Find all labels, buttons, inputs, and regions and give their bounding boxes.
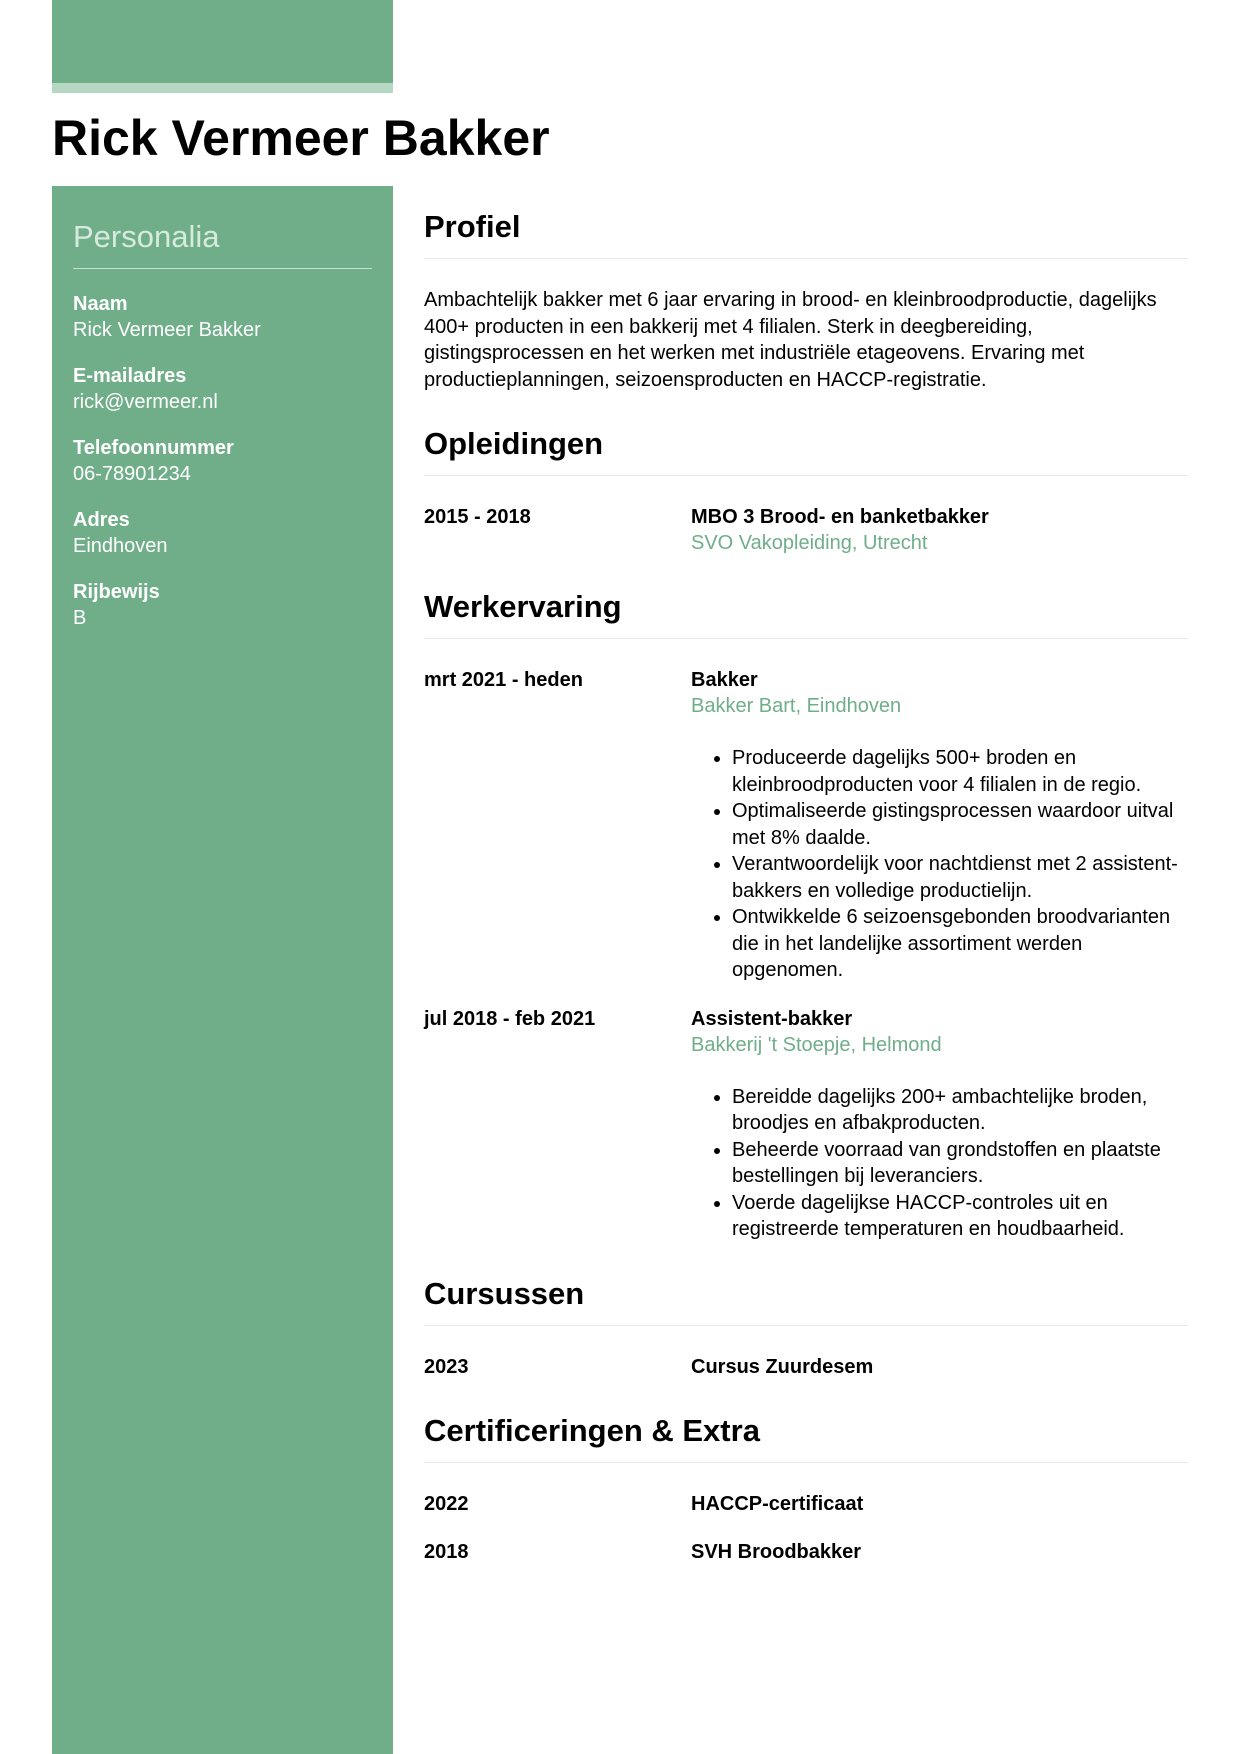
profile-text: Ambachtelijk bakker met 6 jaar ervaring in brood- en kleinbroodproductie, dagelijks 400+ producten in een bakkerij met 4 filialen. Sterk in deegbereiding, gistingsprocessen en het werken met industriële etageovens. Ervaring met productieplanningen, seizoensproducten en HACCP-registratie. (424, 289, 1157, 391)
bullet-item: • Bereidde dagelijks 200+ ambachtelijke broden, broodjes en afbakproducten. (732, 1084, 1188, 1137)
certifications-section (424, 1412, 1188, 1565)
entry-title: HACCP-certificaat (691, 1492, 864, 1515)
personal-value: 06-78901234 (73, 463, 191, 485)
entry-body (691, 1354, 1188, 1380)
section-title: Certificeringen & Extra (424, 1412, 1188, 1463)
entry-date: mrt 2021 - heden (424, 669, 583, 691)
personal-item-license (73, 579, 372, 631)
experience-entry (424, 1006, 1188, 1243)
education-section (424, 425, 1188, 556)
bullet-item: • Beheerde voorraad van grondstoffen en plaatste bestellingen bij leveranciers. (732, 1137, 1188, 1190)
entry-date: 2023 (424, 1355, 469, 1378)
entry-body (691, 504, 1188, 556)
header-color-block (52, 0, 393, 83)
experience-entry (424, 667, 1188, 984)
entry-date: 2015 - 2018 (424, 506, 531, 528)
certification-entry (424, 1491, 1188, 1517)
entry-body (691, 1006, 1188, 1243)
main-content (424, 208, 1188, 1597)
personal-item-address (73, 507, 372, 559)
personal-label: Naam (73, 293, 128, 315)
entry-date: 2018 (424, 1540, 469, 1563)
personal-value: Eindhoven (73, 535, 168, 557)
entry-title: SVH Broodbakker (691, 1540, 862, 1563)
entry-title: MBO 3 Brood- en banketbakker (691, 506, 989, 528)
bullet-list (691, 745, 1188, 984)
entry-body (691, 667, 1188, 984)
personal-value: rick@vermeer.nl (73, 391, 218, 413)
entry-body (691, 1491, 1188, 1517)
bullet-list (691, 1084, 1188, 1243)
certification-entry (424, 1539, 1188, 1565)
personal-label: E-mailadres (73, 365, 187, 387)
personal-value: B (73, 607, 87, 629)
entry-title: Bakker (691, 669, 758, 691)
bullet-item: • Produceerde dagelijks 500+ broden en kleinbroodproducten voor 4 filialen in de regio. (732, 745, 1188, 798)
entry-date: 2022 (424, 1492, 469, 1515)
personal-label: Rijbewijs (73, 581, 160, 603)
courses-section (424, 1275, 1188, 1380)
bullet-item: • Voerde dagelijkse HACCP-controles uit en registreerde temperaturen en houdbaarheid. (732, 1190, 1188, 1243)
entry-employer: Bakkerij 't Stoepje, Helmond (691, 1033, 942, 1056)
entry-title: Cursus Zuurdesem (691, 1355, 874, 1378)
bullet-item: • Optimaliseerde gistingsprocessen waardoor uitval met 8% daalde. (732, 798, 1188, 851)
entry-date: jul 2018 - feb 2021 (424, 1007, 596, 1030)
personal-value: Rick Vermeer Bakker (73, 319, 261, 341)
personal-item-email (73, 363, 372, 415)
bullet-item: • Ontwikkelde 6 seizoensgebonden broodvarianten die in het landelijke assortiment werden opgenomen. (732, 904, 1188, 984)
personal-info-list (73, 291, 372, 631)
course-entry (424, 1354, 1188, 1380)
bullet-item: • Verantwoordelijk voor nachtdienst met 2 assistent-bakkers en volledige productielijn. (732, 851, 1188, 904)
entry-body (691, 1539, 1188, 1565)
education-entry (424, 504, 1188, 556)
personal-label: Adres (73, 509, 130, 531)
section-title: Cursussen (424, 1275, 1188, 1326)
sidebar-heading: Personalia (73, 218, 372, 269)
entry-employer: Bakker Bart, Eindhoven (691, 695, 902, 717)
page-title: Rick Vermeer Bakker (52, 110, 550, 166)
header-accent-stripe (52, 83, 393, 93)
entry-institution: SVO Vakopleiding, Utrecht (691, 532, 928, 554)
profile-section (424, 208, 1188, 393)
entry-title: Assistent-bakker (691, 1007, 853, 1030)
personal-item-name (73, 291, 372, 343)
experience-section (424, 588, 1188, 1243)
sidebar (52, 186, 393, 1754)
section-title: Profiel (424, 208, 1188, 259)
section-title: Opleidingen (424, 425, 1188, 476)
section-title: Werkervaring (424, 588, 1188, 639)
personal-item-phone (73, 435, 372, 487)
personal-label: Telefoonnummer (73, 437, 234, 459)
